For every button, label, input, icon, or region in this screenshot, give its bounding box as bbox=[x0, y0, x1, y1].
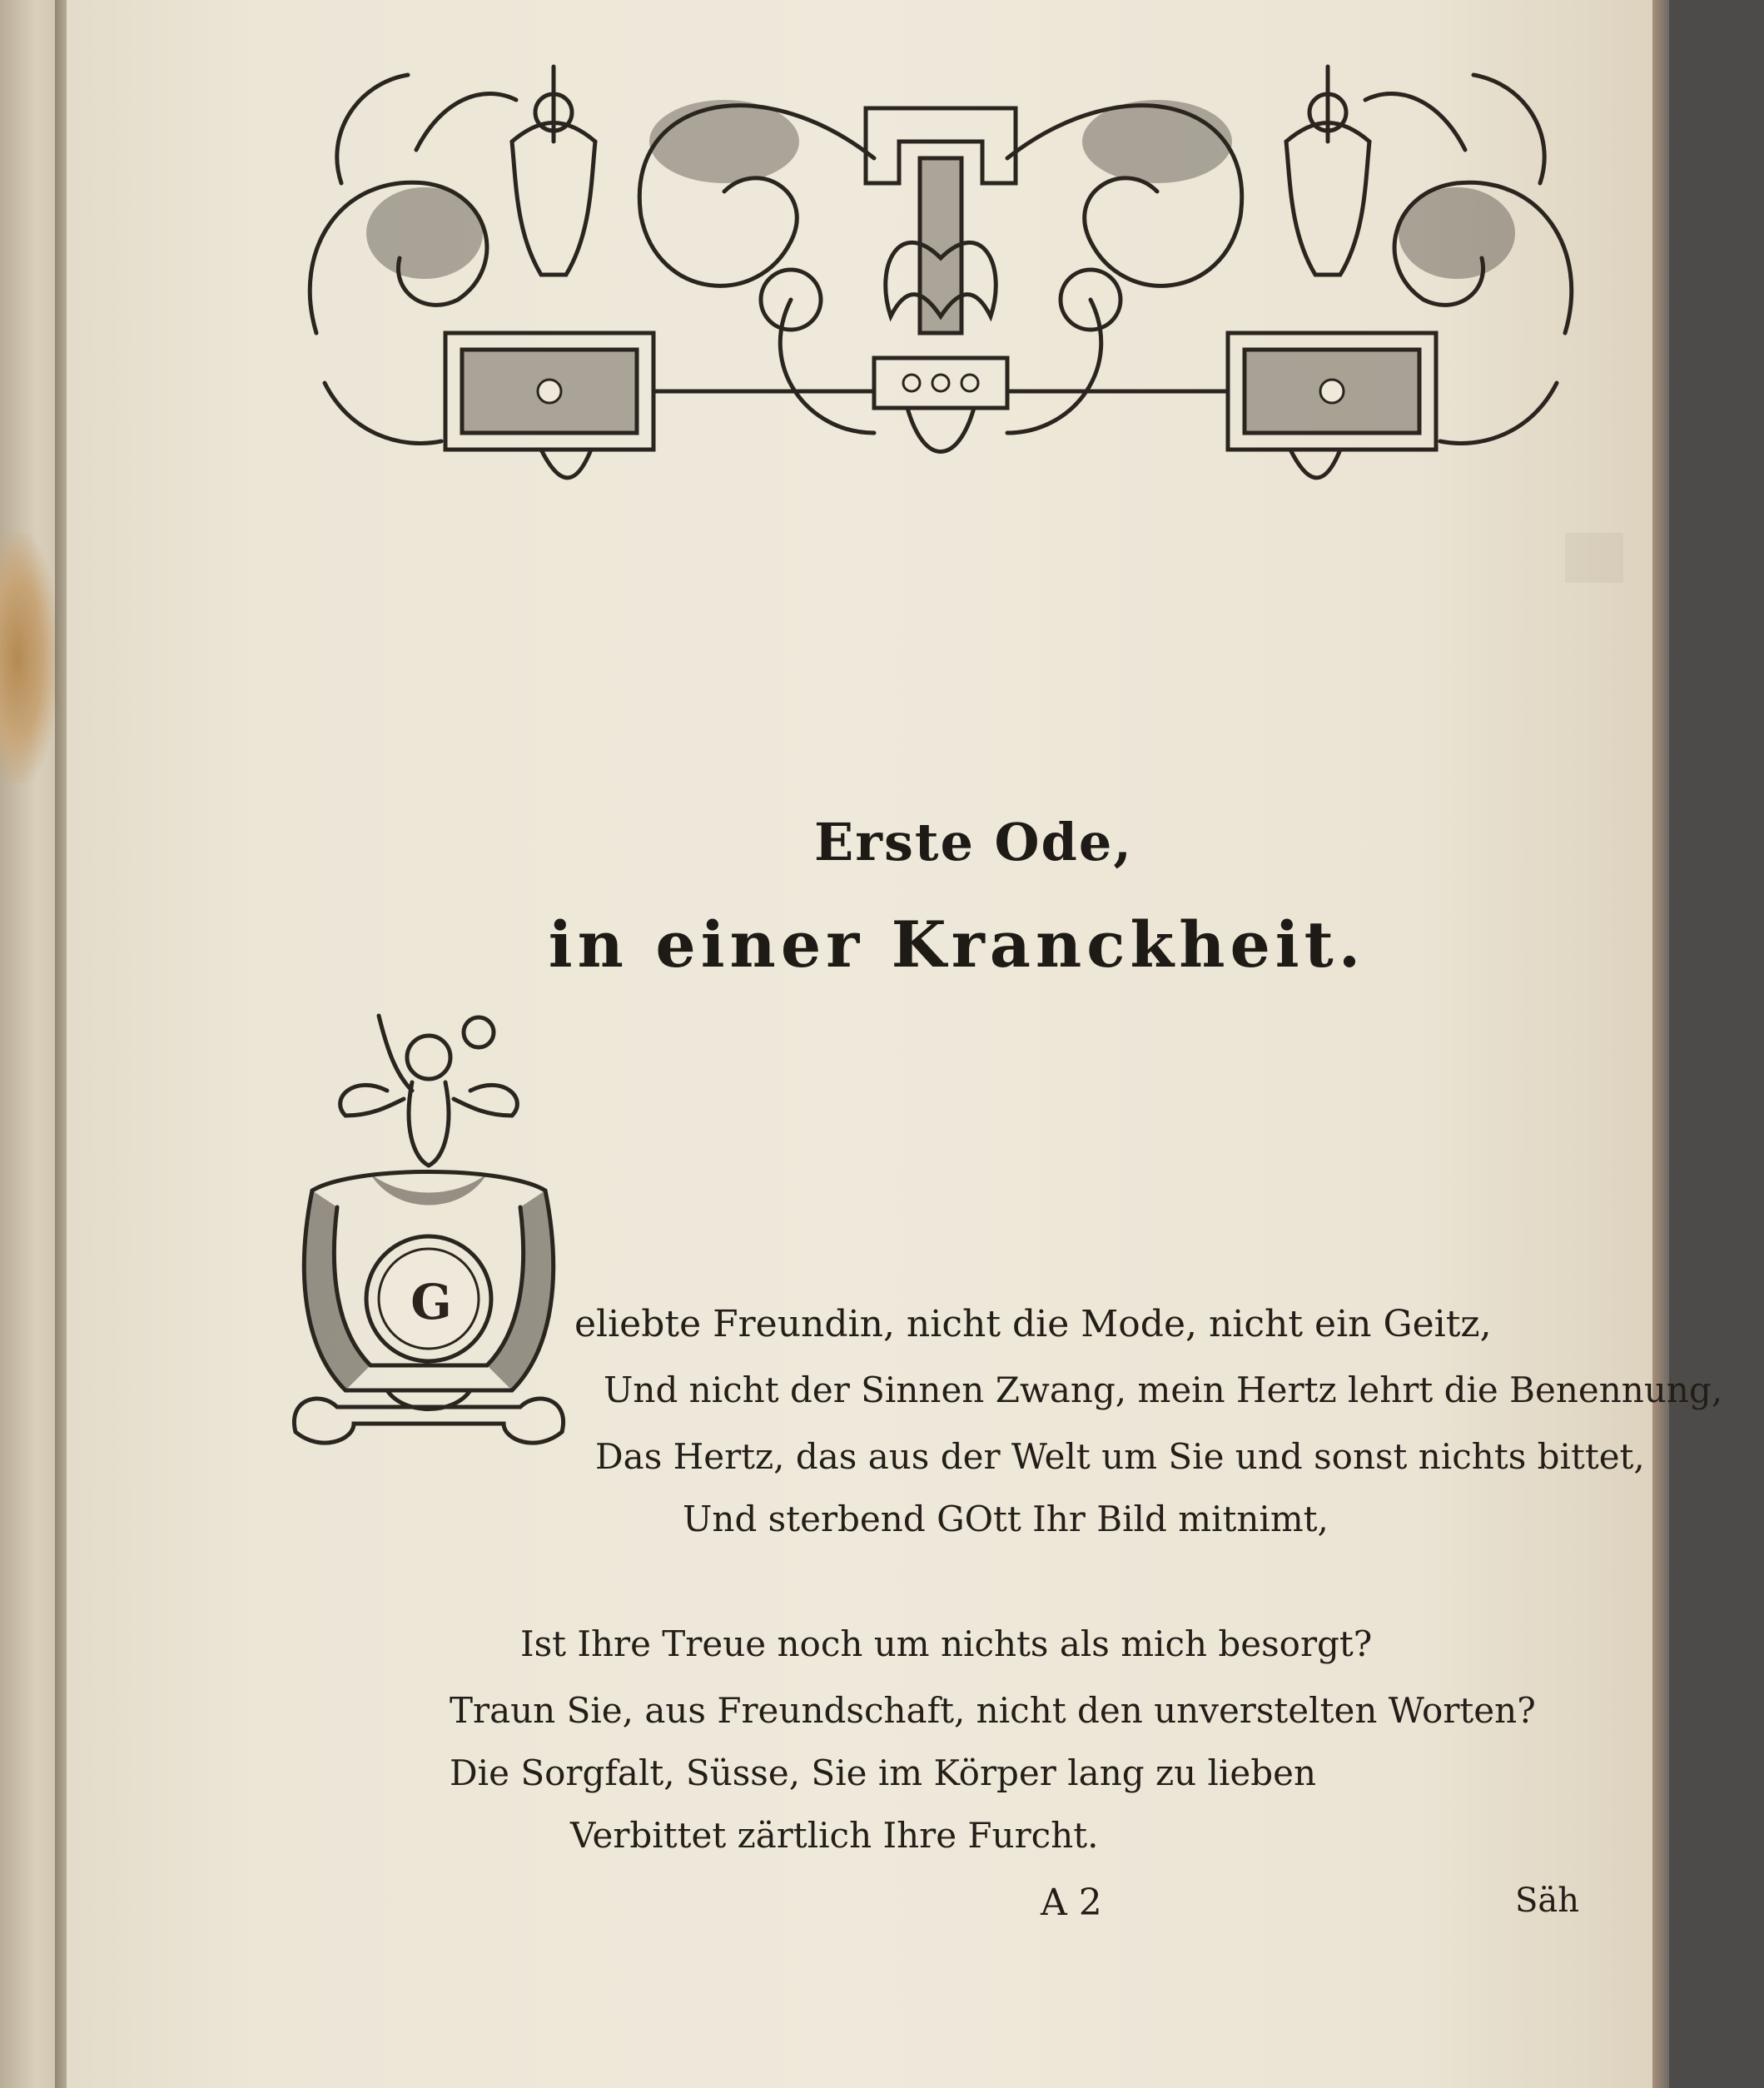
decorated-initial bbox=[287, 999, 570, 1465]
verse-line: Und nicht der Sinnen Zwang, mein Hertz lehrt die Benennung, bbox=[604, 1370, 1723, 1410]
paper-stain bbox=[0, 533, 58, 783]
verse-line: Traun Sie, aus Freundschaft, nicht den unverstelten Worten? bbox=[450, 1690, 1536, 1731]
page-edge bbox=[1652, 0, 1669, 2088]
verse-line: Verbittet zärtlich Ihre Furcht. bbox=[570, 1815, 1099, 1856]
verse-line: Das Hertz, das aus der Welt um Sie und sonst nichts bittet, bbox=[595, 1436, 1645, 1477]
bleed-through-mark bbox=[1565, 533, 1623, 583]
headpiece-ornament-icon bbox=[291, 50, 1590, 533]
ornamental-headpiece bbox=[291, 50, 1590, 533]
cherub-initial-ornament-icon bbox=[287, 999, 570, 1465]
ode-subtitle: in einer Kranckheit. bbox=[548, 907, 1366, 982]
verse-line: Und sterbend GOtt Ihr Bild mitnimt, bbox=[683, 1499, 1329, 1539]
catchword: Säh bbox=[1515, 1882, 1580, 1920]
signature-mark: A 2 bbox=[1041, 1882, 1102, 1924]
verse-line: Die Sorgfalt, Süsse, Sie im Körper lang zu lieben bbox=[450, 1752, 1317, 1793]
ode-title: Erste Ode, bbox=[814, 812, 1133, 872]
backdrop bbox=[1669, 0, 1764, 2088]
initial-letter: G bbox=[410, 1274, 452, 1330]
verse-line: Ist Ihre Treue noch um nichts als mich besorgt? bbox=[520, 1623, 1373, 1664]
verse-line: eliebte Freundin, nicht die Mode, nicht ein Geitz, bbox=[574, 1303, 1492, 1345]
